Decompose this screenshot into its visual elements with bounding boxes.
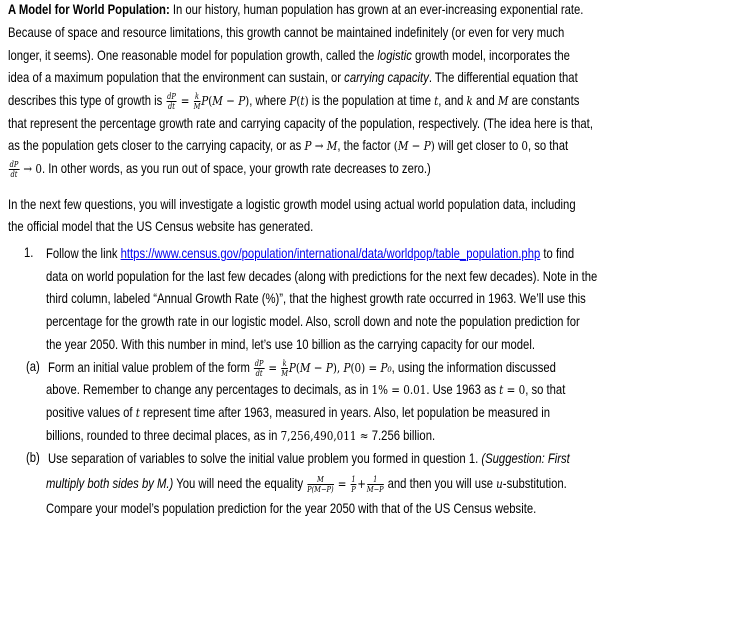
- fraction-denominator: dt: [167, 102, 175, 111]
- math-fraction: [307, 475, 333, 494]
- text-segment: are constants: [508, 93, 580, 109]
- math-text: → 0: [20, 161, 42, 177]
- math-text: =: [177, 93, 193, 109]
- fraction-numerator: dP: [167, 92, 176, 101]
- text-line: [48, 450, 570, 468]
- text-segment: that represent the percentage growth rate and carrying capacity of the population, respectively. (The idea here is that,: [8, 116, 593, 131]
- math-text: M: [212, 93, 223, 109]
- census-link[interactable]: https://www.census.gov/population/international/data/worldpop/table_population.php: [120, 246, 541, 261]
- text-segment: In the next few questions, you will investigate a logistic growth model using actual world population data, including: [8, 197, 576, 212]
- text-line: [46, 475, 567, 494]
- text-segment: third column, labeled “Annual Growth Rate (%)”, that the highest growth rate occurred in 1963. We’ll use this: [46, 291, 586, 306]
- text-segment: , and: [438, 93, 467, 109]
- text-segment: billions, rounded to three decimal places, as in: [46, 428, 281, 443]
- text-line: [46, 313, 580, 331]
- text-line: [46, 500, 536, 518]
- math-text: t: [300, 93, 305, 109]
- text-segment: is the population at time: [308, 93, 435, 109]
- text-line: [46, 427, 435, 445]
- list-number-1: 1.: [24, 245, 34, 260]
- fraction-numerator: 1: [351, 475, 356, 484]
- text-segment: Use separation of variables to solve the initial value problem you formed in question 1.: [48, 451, 482, 466]
- text-line: [46, 268, 597, 286]
- math-text: k: [466, 93, 473, 109]
- fraction-denominator: M: [281, 369, 289, 378]
- fraction-numerator: dP: [254, 359, 264, 368]
- text-line: [8, 196, 576, 214]
- text-line: [48, 359, 556, 378]
- text-segment: -substitution.: [502, 476, 567, 492]
- math-text: P: [304, 138, 312, 153]
- math-text: (: [296, 93, 301, 109]
- math-text: u: [496, 476, 503, 492]
- math-text: +: [357, 476, 366, 492]
- text-line: [8, 47, 570, 65]
- fraction-denominator: P(M−P): [307, 485, 334, 494]
- fraction-denominator: dt: [10, 170, 18, 179]
- math-text: M: [299, 360, 311, 376]
- math-fraction: [166, 92, 176, 111]
- math-fraction: [351, 475, 357, 494]
- text-segment: data on world population for the last few decades (along with predictions for the next few decades). Note in the: [46, 269, 598, 284]
- text-segment: In our history, human population has grown at an ever-increasing exponential rate.: [169, 2, 584, 17]
- text-line: [46, 290, 586, 308]
- fraction-denominator: M: [193, 102, 201, 111]
- math-text: ): [304, 93, 309, 109]
- fraction-numerator: 1: [367, 475, 384, 485]
- fraction-denominator: dt: [255, 369, 263, 378]
- math-text: = 0: [503, 382, 526, 397]
- math-text: ): [245, 93, 250, 109]
- math-fraction: [281, 359, 288, 378]
- math-text: −: [222, 93, 239, 109]
- text-segment: , so that: [527, 138, 569, 153]
- text-segment: longer, it seems). One reasonable model for population growth, called the: [8, 48, 378, 63]
- math-text: P: [423, 138, 431, 153]
- text-segment: logistic: [377, 48, 412, 63]
- list-marker-a: (a): [26, 359, 40, 374]
- math-text: ),: [332, 360, 344, 376]
- fraction-numerator: k: [282, 359, 287, 368]
- text-segment: the official model that the US Census website has generated.: [8, 219, 314, 234]
- math-fraction: [367, 475, 384, 494]
- list-marker-b: (b): [26, 450, 40, 465]
- text-line: [8, 115, 593, 133]
- math-text: →: [311, 138, 327, 153]
- text-segment: Follow the link: [46, 246, 121, 261]
- math-fraction: [254, 359, 264, 378]
- math-fraction: [9, 160, 19, 179]
- text-segment: above. Remember to change any percentages to decimals, as in: [46, 382, 372, 397]
- math-text: 7,256,490,011 ≈: [280, 428, 372, 443]
- text-segment: represent time after 1963, measured in years. Also, let population be measured in: [139, 405, 551, 420]
- math-text: P₀: [380, 360, 392, 376]
- math-text: P: [238, 93, 246, 109]
- math-text: 0: [521, 138, 528, 153]
- fraction-denominator: M−P: [366, 485, 384, 494]
- math-text: (0) =: [350, 360, 381, 376]
- text-line: [8, 160, 431, 179]
- text-segment: the year 2050. With this number in mind, let’s use 10 billion as the carrying capacity for our model.: [46, 337, 535, 352]
- text-segment: Because of space and resource limitations, this growth cannot be maintained indefinitely (or even for very much: [8, 25, 565, 40]
- math-text: P: [289, 93, 297, 109]
- math-text: M: [326, 138, 338, 153]
- text-segment: A Model for World Population:: [8, 2, 170, 17]
- text-line: [46, 381, 565, 399]
- text-segment: . The differential equation that: [428, 70, 578, 85]
- text-line: [46, 336, 535, 354]
- text-segment: growth model, incorporates the: [411, 48, 570, 63]
- text-line: [8, 1, 583, 19]
- text-segment: percentage for the growth rate in our logistic model. Also, scroll down and note the population prediction for: [46, 314, 580, 329]
- math-text: ): [430, 138, 435, 153]
- math-text: 1% = 0.01: [371, 382, 427, 397]
- text-segment: carrying capacity: [344, 70, 429, 85]
- text-segment: 7.256 billion.: [371, 428, 436, 443]
- fraction-numerator: k: [194, 92, 200, 101]
- text-segment: (Suggestion: First: [481, 451, 570, 466]
- text-segment: and: [472, 93, 498, 109]
- text-segment: as the population gets closer to the carrying capacity, or as: [8, 138, 305, 153]
- math-text: P: [288, 360, 296, 376]
- text-segment: Compare your model’s population prediction for the year 2050 with that of the US Census website.: [46, 501, 537, 516]
- text-line: [8, 137, 568, 155]
- math-text: =: [265, 360, 281, 376]
- text-segment: , using the information discussed: [391, 360, 556, 376]
- math-text: −: [408, 138, 424, 153]
- math-text: =: [334, 476, 350, 492]
- math-fraction: [194, 92, 201, 111]
- text-line: [8, 24, 564, 42]
- text-segment: , the factor: [337, 138, 394, 153]
- text-line: [46, 404, 550, 422]
- text-segment: idea of a maximum population that the environment can sustain, or: [8, 70, 345, 85]
- text-segment: to find: [540, 246, 575, 261]
- math-text: −: [310, 360, 326, 376]
- math-text: (: [393, 138, 398, 153]
- math-text: t: [135, 405, 140, 420]
- math-text: (: [208, 93, 213, 109]
- text-segment: , so that: [525, 382, 566, 397]
- text-segment: multiply both sides by M.): [46, 476, 174, 492]
- text-line: [8, 218, 313, 236]
- math-text: t: [434, 93, 439, 109]
- text-segment: . Use 1963 as: [426, 382, 500, 397]
- math-text: P: [201, 93, 209, 109]
- text-segment: describes this type of growth is: [8, 93, 166, 109]
- text-segment: and then you will use: [384, 476, 497, 492]
- text-line: [8, 69, 578, 87]
- text-segment: . In other words, as you run out of space, your growth rate decreases to zero.): [41, 161, 431, 177]
- text-line: [46, 245, 574, 263]
- fraction-numerator: M: [307, 475, 333, 485]
- fraction-numerator: dP: [9, 160, 19, 169]
- math-text: P: [325, 360, 333, 376]
- math-text: M: [497, 93, 509, 109]
- text-line: [8, 92, 579, 111]
- text-segment: You will need the equality: [173, 476, 307, 492]
- math-text: P: [343, 360, 351, 376]
- math-text: t: [499, 382, 504, 397]
- math-text: (: [295, 360, 300, 376]
- text-segment: , where: [249, 93, 290, 109]
- fraction-denominator: P: [351, 485, 356, 494]
- text-segment: Form an initial value problem of the form: [48, 360, 254, 376]
- text-segment: positive values of: [46, 405, 136, 420]
- math-text: M: [397, 138, 409, 153]
- text-segment: will get closer to: [434, 138, 522, 153]
